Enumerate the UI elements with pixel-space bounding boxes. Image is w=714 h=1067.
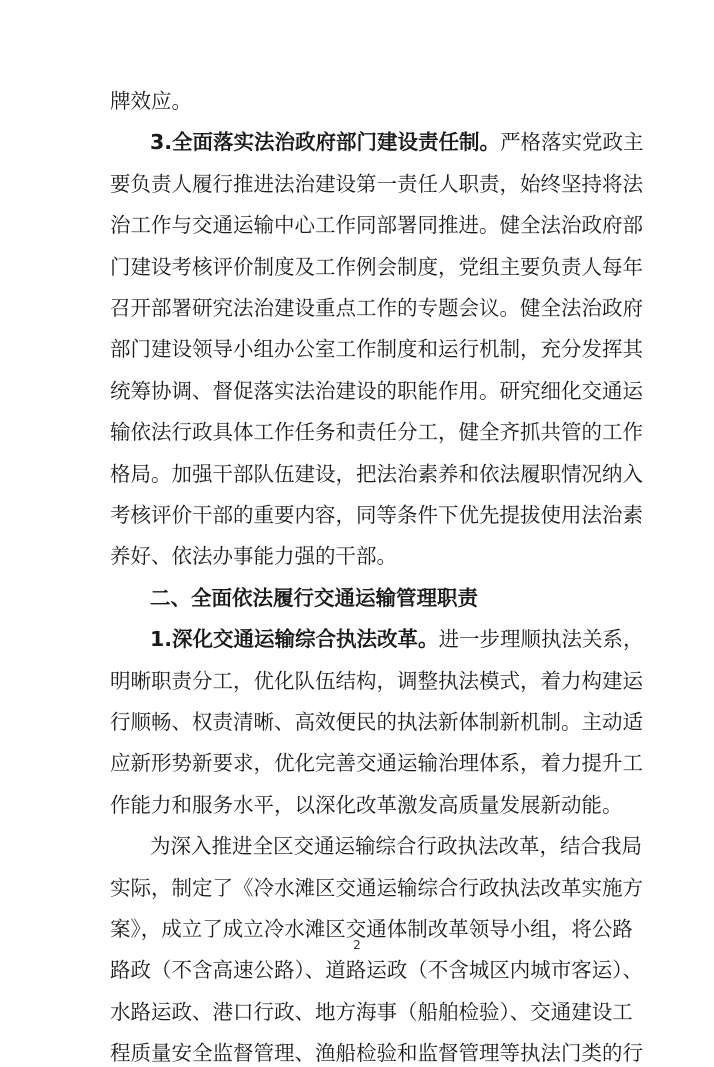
text-line	[110, 1039, 643, 1067]
line-text: 格局。加强干部队伍建设，把法治素养和依法履职情况纳入	[110, 461, 643, 486]
line-text: 召开部署研究法治建设重点工作的专题会议。健全法治政府	[110, 296, 643, 320]
text-line	[150, 832, 642, 860]
text-line	[110, 294, 643, 322]
line-text: 水路运政、港口行政、地方海事（船舶检验）、交通建设工	[110, 999, 633, 1024]
line-text: 应新形势新要求，优化完善交通运输治理体系，着力提升工	[110, 751, 643, 776]
line-text: 养好、依法办事能力强的干部。	[110, 544, 397, 569]
text-line	[110, 542, 610, 570]
paragraph-lead: 1.深化交通运输综合执法改革。	[150, 627, 439, 652]
text-line	[110, 708, 643, 736]
text-line	[110, 667, 643, 695]
paragraph-lead: 3.全面落实法治政府部门建设责任制。	[150, 130, 501, 155]
text-line	[150, 625, 644, 653]
line-text: 程质量安全监督管理、渔船检验和监督管理等执法门类的行	[110, 1041, 643, 1066]
line-text: 要负责人履行推进法治建设第一责任人职责，始终坚持将法	[110, 171, 643, 196]
line-text: 部门建设领导小组办公室工作制度和运行机制，充分发挥其	[110, 337, 643, 362]
line-text: 作能力和服务水平，以深化改革激发高质量发展新动能。	[110, 792, 623, 817]
text-line	[110, 791, 623, 819]
line-text: 牌效应。	[110, 89, 192, 113]
line-text: 明晰职责分工，优化队伍结构，调整执法模式，着力构建运	[110, 668, 643, 693]
text-line	[110, 460, 643, 488]
line-text: 行顺畅、权责清晰、高效便民的执法新体制新机制。主动适	[110, 710, 643, 734]
text-line	[110, 211, 643, 239]
line-text: 统筹协调、督促落实法治建设的职能作用。研究细化交通运	[110, 378, 643, 403]
text-line	[110, 956, 643, 984]
text-line	[110, 874, 643, 902]
line-text: 案》，成立了成立冷水滩区交通体制改革领导小组，将公路	[110, 917, 633, 941]
text-line	[110, 170, 643, 198]
text-line	[110, 998, 633, 1026]
text-line	[110, 418, 643, 446]
text-line	[110, 335, 643, 363]
text-line	[110, 501, 643, 529]
line-text: 为深入推进全区交通运输综合行政执法改革，结合我局	[150, 834, 642, 859]
line-text: 门建设考核评价制度及工作例会制度，党组主要负责人每年	[110, 254, 643, 279]
line-text: 输依法行政具体工作任务和责任分工，健全齐抓共管的工作	[110, 420, 643, 445]
line-text: 严格落实党政主	[500, 130, 644, 155]
text-line	[110, 749, 643, 777]
section-heading	[150, 584, 610, 612]
text-line	[110, 377, 643, 405]
line-text: 治工作与交通运输中心工作同部署同推进。健全法治政府部	[110, 213, 643, 238]
heading-text: 二、全面依法履行交通运输管理职责	[150, 585, 478, 610]
text-line	[150, 128, 644, 156]
page-number: 2	[353, 938, 361, 952]
line-text: 进一步理顺执法关系，	[438, 627, 644, 652]
line-text: 路政（不含高速公路）、道路运政（不含城区内城市客运）、	[110, 958, 643, 983]
text-line	[110, 87, 610, 115]
text-line	[110, 253, 643, 281]
line-text: 实际，制定了《冷水滩区交通运输综合行政执法改革实施方	[110, 875, 643, 900]
line-text: 考核评价干部的重要内容，同等条件下优先提拔使用法治素	[110, 503, 643, 527]
